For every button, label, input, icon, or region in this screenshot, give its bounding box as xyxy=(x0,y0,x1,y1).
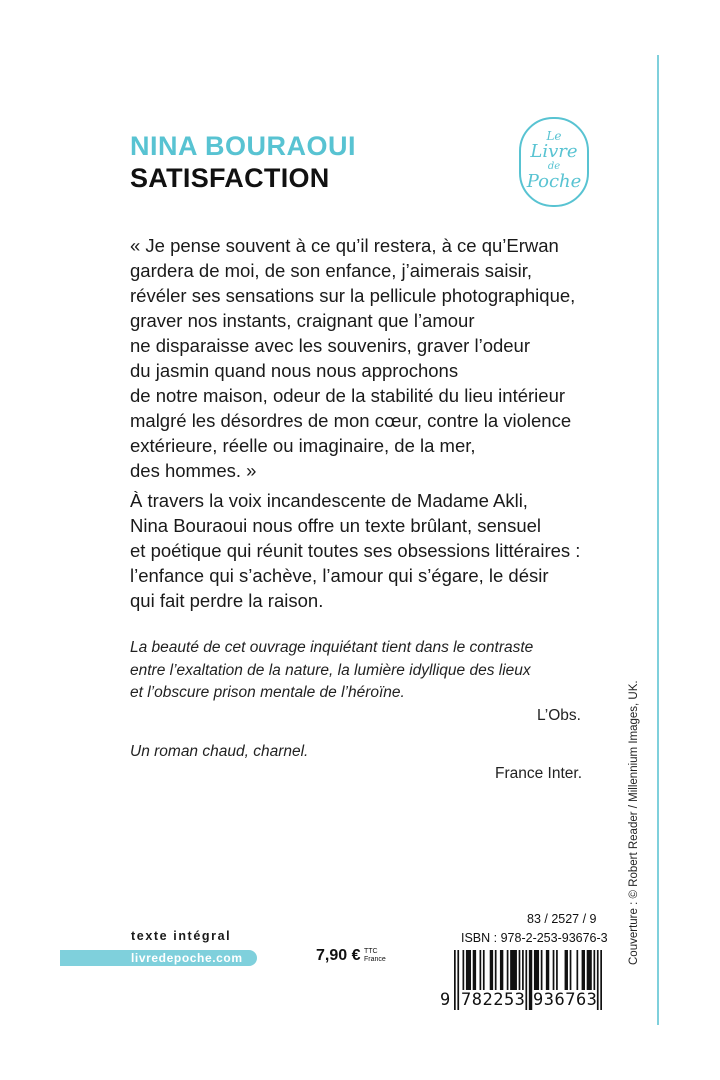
quote-line: « Je pense souvent à ce qu’il restera, à ce qu’Erwan xyxy=(130,235,559,256)
cover-photo-credit: Couverture : © Robert Reader / Millennium Images, UK. xyxy=(628,680,640,965)
quote-line: des hommes. » xyxy=(130,460,257,481)
quote-line: de notre maison, odeur de la stabilité du lieu intérieur xyxy=(130,385,566,406)
press-review-2: Un roman chaud, charnel. xyxy=(130,743,309,760)
logo-text-le: Le xyxy=(546,129,562,143)
barcode-digits-group2: 936763 xyxy=(533,990,598,1010)
book-title: SATISFACTION xyxy=(130,163,330,193)
summary-paragraph xyxy=(130,488,610,613)
barcode-digits-group1: 782253 xyxy=(461,990,526,1010)
review-line: et l’obscure prison mentale de l’héroïne. xyxy=(130,684,405,701)
summary-line: et poétique qui réunit toutes ses obsessions littéraires : xyxy=(130,540,581,561)
review-source-1: L’Obs. xyxy=(537,707,581,724)
isbn-number: ISBN : 978-2-253-93676-3 xyxy=(461,931,608,945)
barcode-digit-first: 9 xyxy=(440,990,451,1010)
logo-text-livre: Livre xyxy=(530,141,578,162)
review-source-2: France Inter. xyxy=(495,765,583,782)
quote-line: malgré les désordres de mon cœur, contre la violence xyxy=(130,410,572,431)
summary-line: À travers la voix incandescente de Madame Akli, xyxy=(130,490,528,511)
excerpt-quote xyxy=(130,233,600,483)
logo-text-poche: Poche xyxy=(526,171,582,192)
edge-divider-line xyxy=(657,55,659,1025)
integral-text-label: texte intégral xyxy=(131,929,232,943)
summary-line: Nina Bouraoui nous offre un texte brûlant, sensuel xyxy=(130,515,542,536)
price-note-france: France xyxy=(364,956,386,963)
catalog-code: 83 / 2527 / 9 xyxy=(527,912,597,926)
summary-line: qui fait perdre la raison. xyxy=(130,590,324,611)
price-note-ttc: TTC xyxy=(364,948,378,955)
author-name: NINA BOURAOUI xyxy=(130,131,356,161)
quote-line: révéler ses sensations sur la pellicule photographique, xyxy=(130,285,576,306)
quote-line: graver nos instants, craignant que l’amour xyxy=(130,310,475,331)
review-line: entre l’exaltation de la nature, la lumière idyllique des lieux xyxy=(130,661,531,679)
review-line: La beauté de cet ouvrage inquiétant tient dans le contraste xyxy=(130,639,534,656)
logo-text-de: de xyxy=(547,161,561,172)
price-note xyxy=(364,948,386,964)
quote-line: du jasmin quand nous nous approchons xyxy=(130,360,459,381)
quote-line: gardera de moi, de son enfance, j’aimerais saisir, xyxy=(130,260,533,281)
livre-de-poche-logo xyxy=(519,117,589,207)
press-review-1 xyxy=(130,637,590,705)
summary-line: l’enfance qui s’achève, l’amour qui s’égare, le désir xyxy=(130,565,549,586)
quote-line: ne disparaisse avec les souvenirs, graver l’odeur xyxy=(130,335,531,356)
quote-line: extérieure, réelle ou imaginaire, de la mer, xyxy=(130,435,476,456)
website-link[interactable]: livredepoche.com xyxy=(131,951,243,965)
price: 7,90 € xyxy=(316,947,361,964)
